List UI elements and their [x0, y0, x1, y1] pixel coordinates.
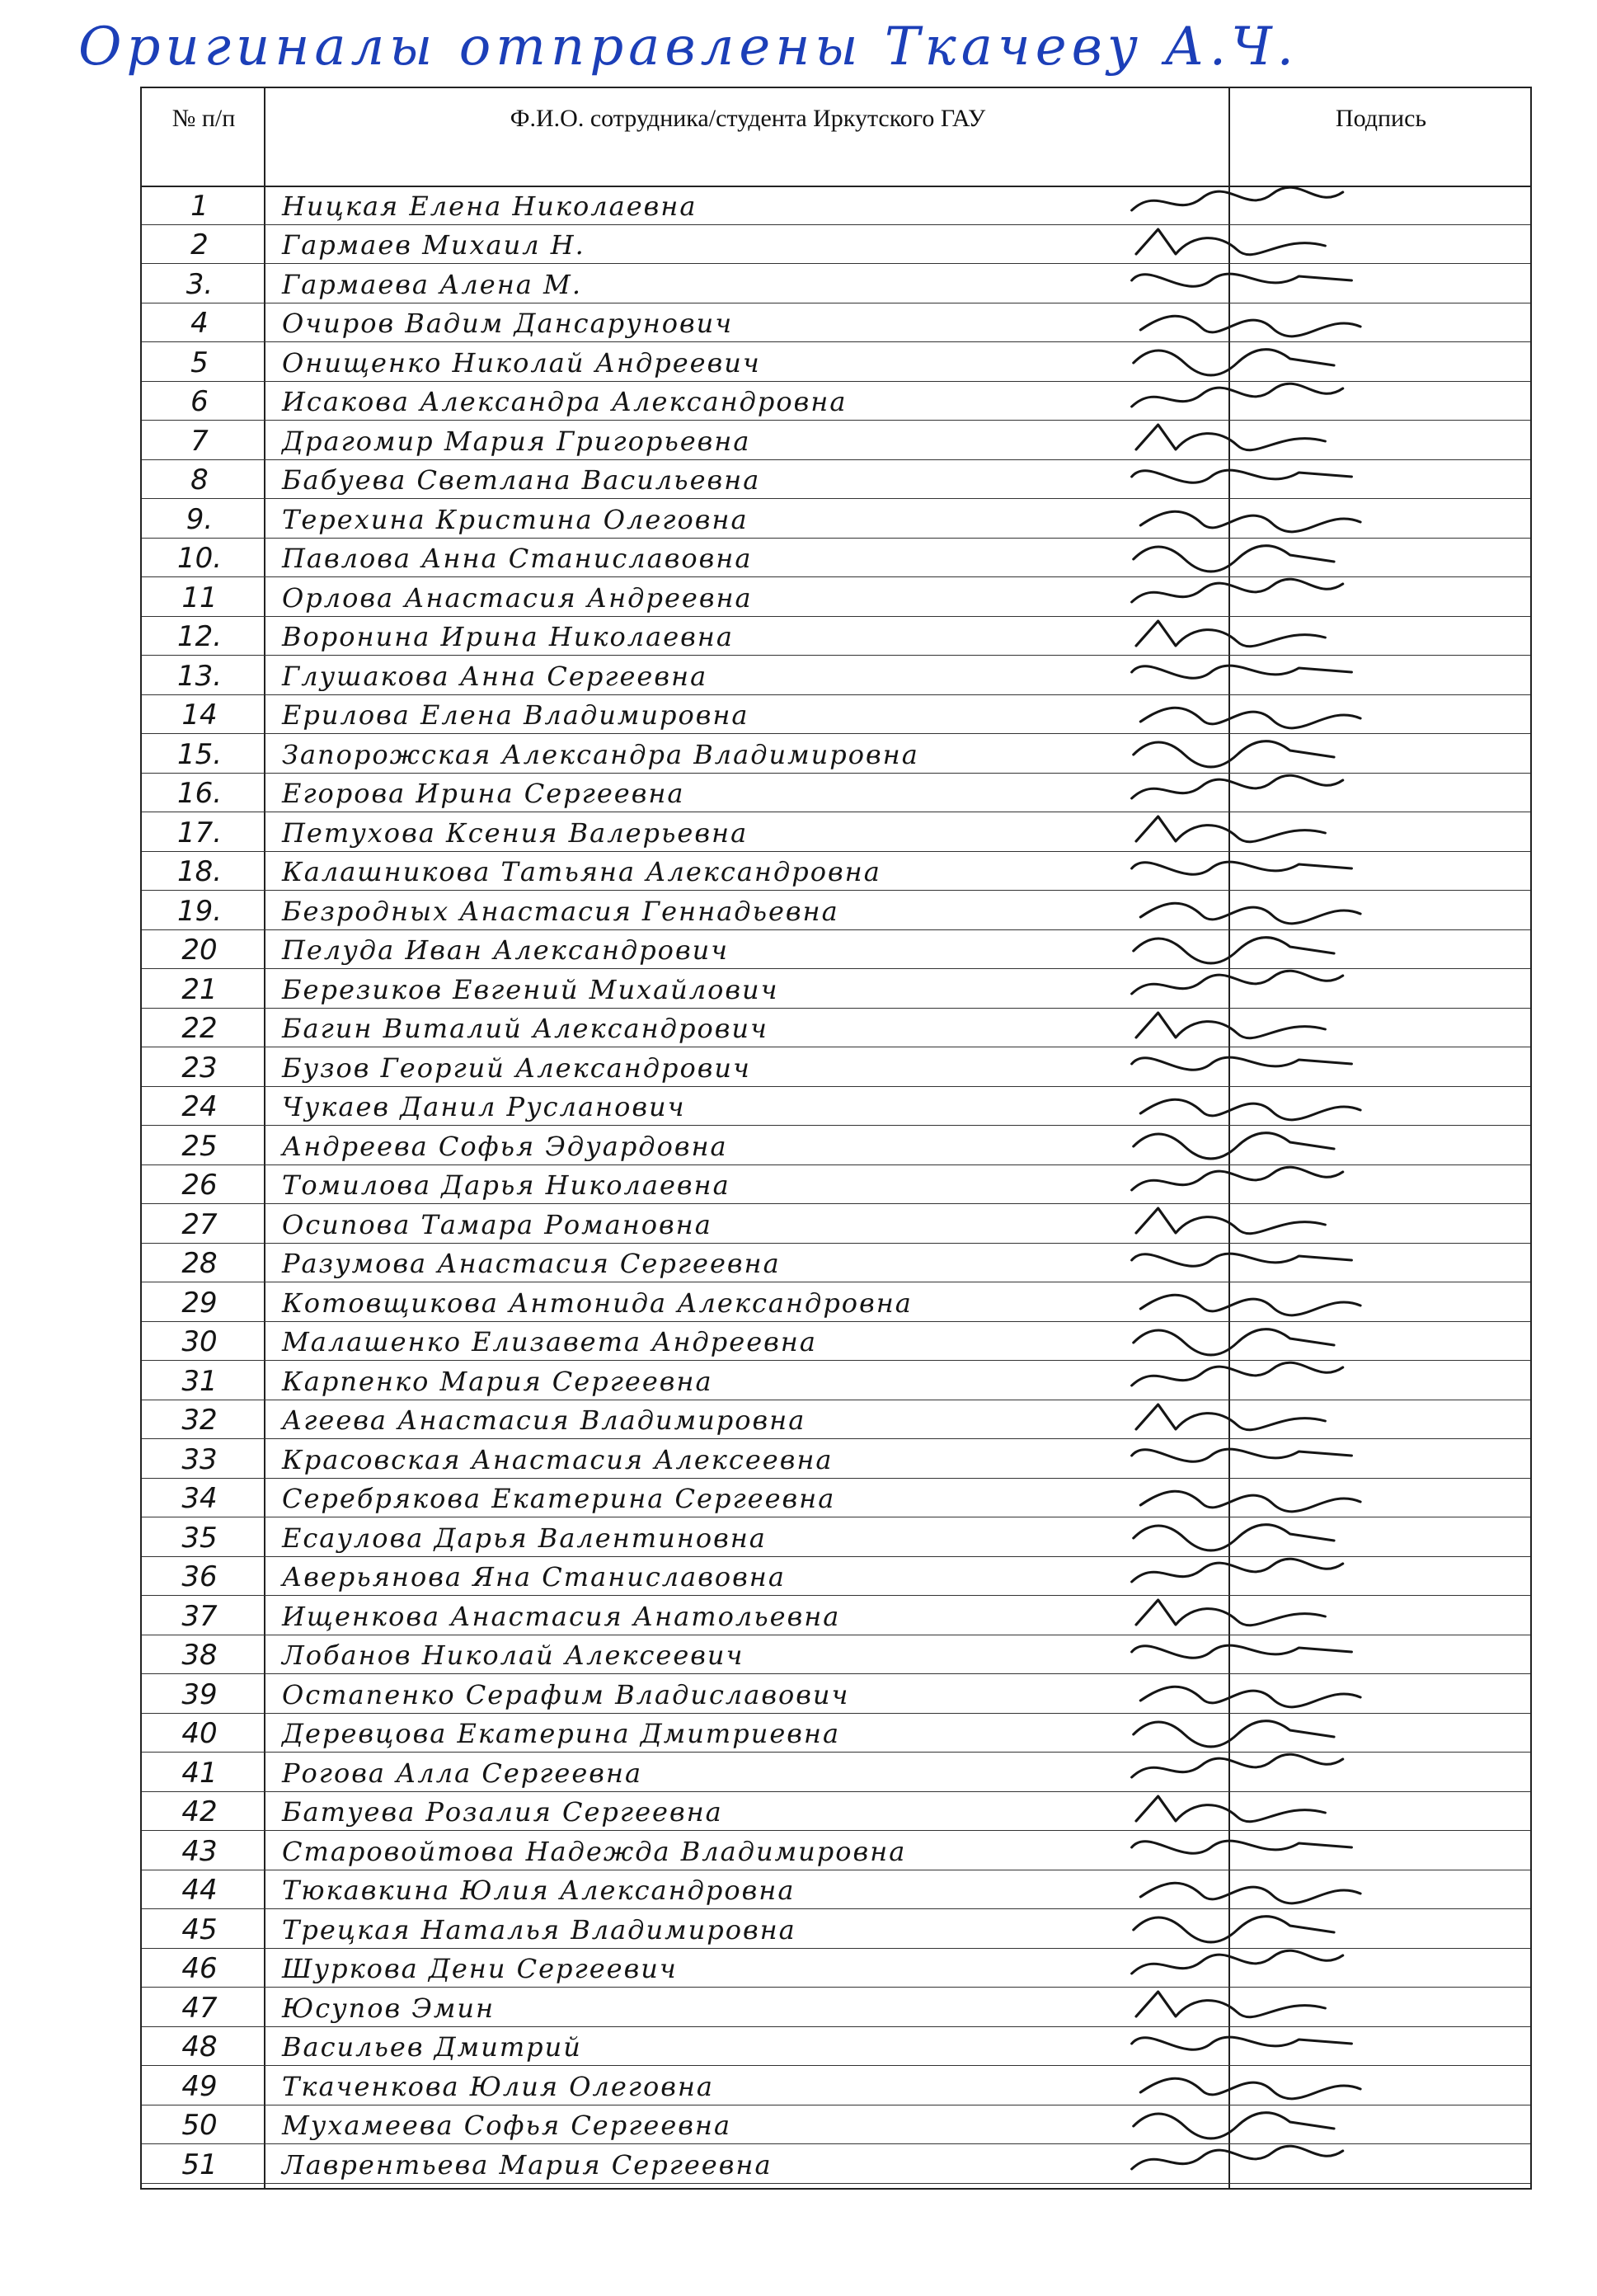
signature-stroke: [1140, 1491, 1360, 1512]
signature-stroke: [1132, 470, 1352, 482]
signature-stroke: [1136, 1208, 1325, 1234]
row-number: 3.: [186, 267, 214, 301]
column-header-number: № п/п: [171, 105, 236, 132]
row-full-name: Калашникова Татьяна Александровна: [282, 856, 881, 887]
row-full-name: Батуева Розалия Сергеевна: [282, 1796, 723, 1828]
row-full-name: Егорова Ирина Сергеевна: [282, 778, 685, 809]
row-number: 49: [181, 2069, 218, 2103]
row-number: 24: [181, 1090, 218, 1123]
row-number: 1: [190, 189, 209, 223]
row-full-name: Бузов Георгий Александрович: [282, 1052, 751, 1084]
row-number: 47: [181, 1991, 218, 2025]
signature-stroke: [1132, 187, 1343, 210]
row-full-name: Пелуда Иван Александрович: [282, 934, 730, 966]
row-full-name: Глушакова Анна Сергеевна: [282, 660, 708, 692]
row-full-name: Терехина Кристина Олеговна: [282, 503, 749, 535]
row-number: 12.: [176, 620, 223, 653]
signature-stroke: [1140, 316, 1360, 336]
signature-stroke: [1132, 1841, 1352, 1853]
signature-stroke: [1136, 229, 1325, 255]
row-number: 29: [181, 1286, 218, 1320]
signature-stroke: [1134, 1525, 1334, 1550]
row-number: 10.: [176, 542, 223, 575]
row-number: 40: [181, 1717, 218, 1750]
row-full-name: Ищенкова Анастасия Анатольевна: [282, 1600, 841, 1632]
row-number: 45: [181, 1913, 218, 1946]
signature-stroke: [1134, 545, 1334, 571]
signature-stroke: [1140, 511, 1360, 532]
signature-stroke: [1136, 1796, 1325, 1822]
signature-stroke: [1132, 862, 1352, 874]
row-number: 14: [181, 699, 218, 732]
row-full-name: Гармаев Михаил Н.: [282, 229, 585, 261]
signature-stroke: [1132, 1449, 1352, 1461]
row-full-name: Карпенко Мария Сергеевна: [282, 1365, 713, 1397]
signature-stroke: [1140, 2078, 1360, 2099]
row-number: 7: [190, 424, 209, 458]
row-number: 2: [190, 228, 209, 261]
signature-stroke: [1136, 1600, 1325, 1626]
row-number: 31: [181, 1364, 218, 1398]
row-full-name: Остапенко Серафим Владиславович: [282, 1678, 850, 1710]
signature-stroke: [1136, 1992, 1325, 2017]
row-full-name: Разумова Анастасия Сергеевна: [282, 1248, 781, 1279]
row-number: 32: [181, 1404, 218, 1437]
signature-stroke: [1132, 1645, 1352, 1658]
row-full-name: Орлова Анастасия Андреевна: [282, 581, 753, 614]
signature-stroke: [1132, 1559, 1343, 1582]
row-number: 21: [181, 972, 218, 1006]
row-full-name: Малашенко Елизавета Андреевна: [282, 1326, 817, 1357]
row-full-name: Агеева Анастасия Владимировна: [282, 1404, 806, 1436]
row-number: 36: [181, 1560, 218, 1593]
row-full-name: Ерилова Елена Владимировна: [282, 699, 749, 731]
signature-stroke: [1132, 1754, 1343, 1777]
signature-stroke: [1134, 1720, 1334, 1746]
signature-stroke: [1140, 1883, 1360, 1903]
signature-stroke: [1136, 621, 1325, 647]
signature-stroke: [1134, 350, 1334, 375]
row-full-name: Красовская Анастасия Алексеевна: [282, 1443, 834, 1475]
signature-stroke: [1134, 937, 1334, 962]
row-full-name: Онищенко Николай Андреевич: [282, 346, 761, 379]
row-full-name: Запорожская Александра Владимировна: [282, 738, 919, 770]
signature-sheet-table: [140, 87, 1532, 2190]
row-number: 5: [190, 346, 209, 379]
signature-stroke: [1140, 708, 1360, 728]
signature-stroke: [1132, 1950, 1343, 1974]
row-full-name: Березиков Евгений Михайлович: [282, 973, 779, 1005]
signature-stroke: [1134, 1917, 1334, 1942]
signature-stroke: [1132, 579, 1343, 602]
table-row: [142, 2144, 1530, 2184]
row-full-name: Рогова Алла Сергеевна: [282, 1757, 643, 1789]
table-header: [142, 88, 1530, 187]
row-full-name: Ницкая Елена Николаевна: [282, 190, 698, 222]
row-full-name: Безродных Анастасия Геннадьевна: [282, 895, 839, 927]
row-full-name: Бабуева Светлана Васильевна: [282, 464, 761, 496]
row-number: 18.: [176, 855, 223, 888]
signature-stroke: [1132, 383, 1343, 407]
signature-stroke: [1140, 903, 1360, 924]
row-number: 25: [181, 1129, 218, 1163]
row-full-name: Старовойтова Надежда Владимировна: [282, 1835, 907, 1867]
row-number: 4: [190, 307, 209, 340]
signature-stroke: [1132, 1057, 1352, 1070]
signature-stroke: [1132, 1362, 1343, 1386]
row-number: 19.: [176, 894, 223, 928]
row-full-name: Лобанов Николай Алексеевич: [282, 1640, 744, 1671]
column-header-signature: Подпись: [1335, 105, 1427, 132]
row-full-name: Багин Виталий Александрович: [282, 1013, 768, 1044]
row-full-name: Исакова Александра Александровна: [282, 386, 848, 417]
signature-stroke: [1134, 2112, 1334, 2138]
row-number: 42: [181, 1795, 218, 1828]
handwritten-signature: [1123, 2136, 1387, 2185]
table-body: [142, 186, 1530, 2190]
row-number: 26: [181, 1169, 218, 1202]
row-full-name: Осипова Тамара Романовна: [282, 1208, 712, 1240]
row-number: 33: [181, 1442, 218, 1476]
row-number: 38: [181, 1639, 218, 1672]
row-number: 51: [181, 2148, 218, 2181]
row-full-name: Аверьянова Яна Станиславовна: [282, 1561, 786, 1593]
row-number: 22: [181, 1012, 218, 1045]
row-number: 17.: [176, 816, 223, 849]
row-full-name: Очиров Вадим Дансарунович: [282, 308, 734, 339]
row-number: 20: [181, 934, 218, 967]
row-number: 48: [181, 2030, 218, 2063]
signature-stroke: [1140, 1099, 1360, 1120]
row-number: 28: [181, 1247, 218, 1280]
row-number: 11: [181, 581, 218, 614]
row-number: 13.: [176, 659, 223, 693]
row-number: 39: [181, 1677, 218, 1711]
signature-stroke: [1134, 741, 1334, 767]
row-number: 44: [181, 1874, 218, 1907]
signature-stroke: [1132, 775, 1343, 798]
row-full-name: Чукаев Данил Русланович: [282, 1091, 686, 1122]
row-number: 9.: [186, 502, 214, 536]
row-full-name: Тюкавкина Юлия Александровна: [282, 1875, 796, 1906]
row-full-name: Юсупов Эмин: [282, 1992, 496, 2024]
row-number: 30: [181, 1325, 218, 1358]
row-full-name: Воронина Ирина Николаевна: [282, 621, 734, 652]
row-number: 37: [181, 1599, 218, 1633]
row-number: 34: [181, 1482, 218, 1515]
signature-stroke: [1132, 971, 1343, 994]
signature-stroke: [1136, 1404, 1325, 1430]
signature-stroke: [1132, 2037, 1352, 2049]
row-number: 41: [181, 1756, 218, 1790]
row-number: 35: [181, 1521, 218, 1555]
signature-stroke: [1132, 1254, 1352, 1266]
row-full-name: Драгомир Мария Григорьевна: [282, 425, 751, 457]
signature-stroke: [1132, 274, 1352, 286]
row-number: 50: [181, 2109, 218, 2142]
signature-stroke: [1134, 1133, 1334, 1159]
row-number: 23: [181, 1051, 218, 1084]
row-full-name: Трецкая Наталья Владимировна: [282, 1913, 796, 1945]
row-full-name: Есаулова Дарья Валентиновна: [282, 1522, 767, 1554]
signature-stroke: [1134, 1329, 1334, 1354]
row-full-name: Андреева Софья Эдуардовна: [282, 1130, 728, 1162]
signature-stroke: [1132, 1167, 1343, 1190]
signature-stroke: [1132, 2146, 1343, 2169]
row-full-name: Томилова Дарья Николаевна: [282, 1169, 730, 1201]
row-full-name: Мухамеева Софья Сергеевна: [282, 2110, 732, 2141]
row-full-name: Деревцова Екатерина Дмитриевна: [282, 1718, 841, 1749]
signature-stroke: [1136, 425, 1325, 450]
row-full-name: Петухова Ксения Валерьевна: [282, 816, 749, 849]
row-number: 27: [181, 1207, 218, 1241]
row-number: 8: [190, 463, 209, 496]
signature-stroke: [1140, 1295, 1360, 1315]
row-full-name: Котовщикова Антонида Александровна: [282, 1287, 913, 1319]
row-full-name: Серебрякова Екатерина Сергеевна: [282, 1483, 836, 1514]
row-full-name: Шуркова Дени Сергеевич: [282, 1953, 678, 1984]
signature-stroke: [1136, 816, 1325, 842]
signature-stroke: [1140, 1687, 1360, 1707]
row-full-name: Лаврентьева Мария Сергеевна: [282, 2148, 773, 2181]
row-number: 43: [181, 1834, 218, 1868]
row-full-name: Васильев Дмитрий: [282, 2031, 582, 2063]
column-header-name: Ф.И.О. сотрудника/студента Иркутского ГАУ: [510, 105, 986, 132]
row-full-name: Павлова Анна Станиславовна: [282, 543, 753, 574]
row-number: 16.: [176, 777, 223, 810]
row-number: 6: [190, 385, 209, 418]
handwritten-header-note: Оригиналы отправлены Ткачеву А.Ч.: [78, 16, 1299, 78]
row-full-name: Гармаева Алена М.: [282, 268, 582, 300]
row-number: 15.: [176, 737, 223, 771]
signature-stroke: [1132, 666, 1352, 678]
row-full-name: Ткаченкова Юлия Олеговна: [282, 2070, 714, 2102]
signature-stroke: [1136, 1013, 1325, 1038]
row-number: 46: [181, 1952, 218, 1985]
